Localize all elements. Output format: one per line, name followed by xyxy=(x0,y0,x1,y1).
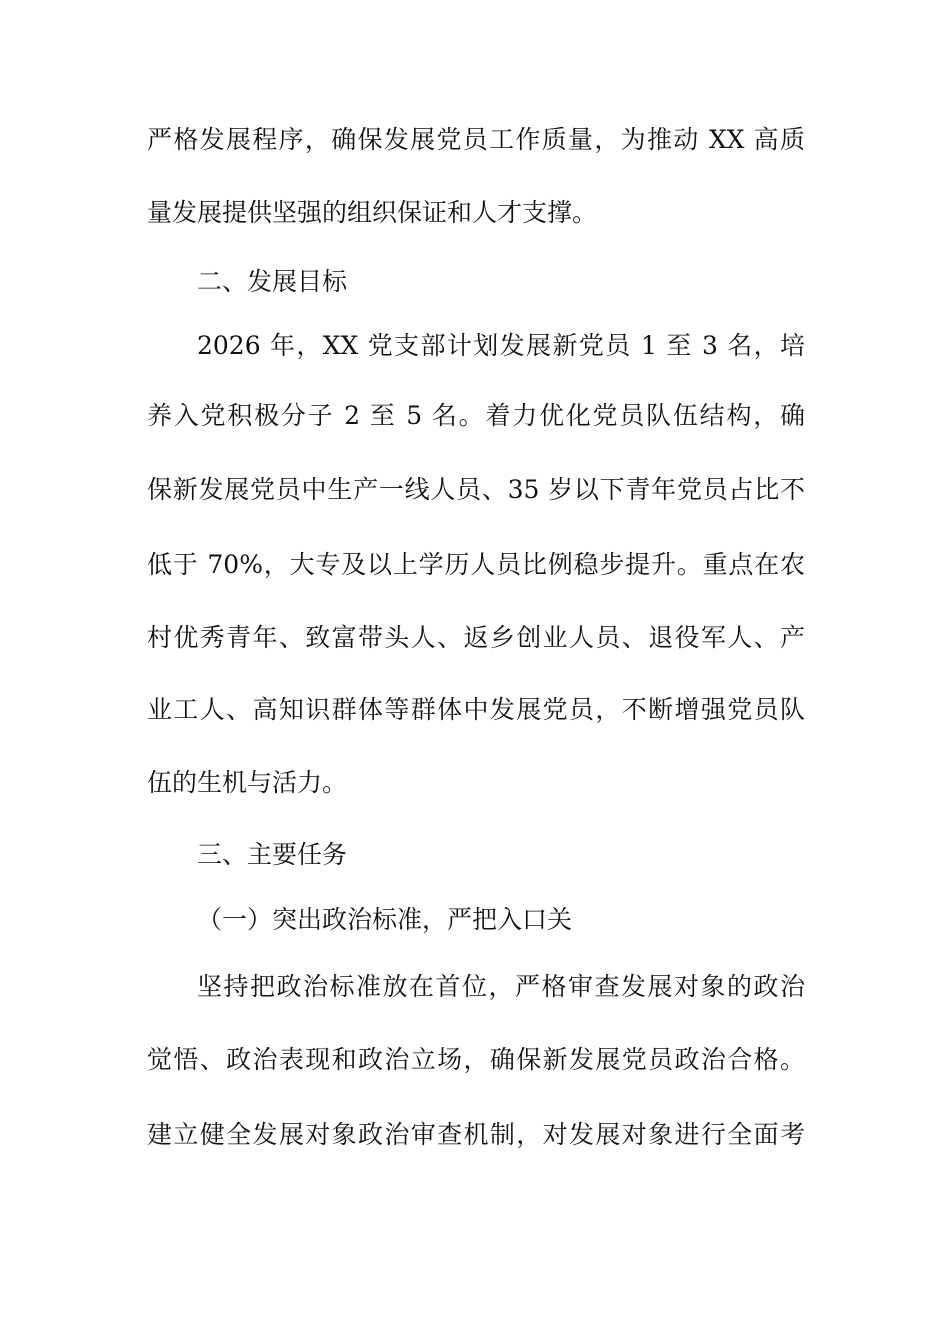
paragraph-line: 2026 年，XX 党支部计划发展新党员 1 至 3 名，培 xyxy=(197,331,805,360)
paragraph-line: 业工人、高知识群体等群体中发展党员，不断增强党员队 xyxy=(147,695,805,724)
paragraph-line: 严格发展程序，确保发展党员工作质量，为推动 XX 高质 xyxy=(147,125,805,154)
paragraph-line: 村优秀青年、致富带头人、返乡创业人员、退役军人、产 xyxy=(147,623,805,652)
section-heading: 二、发展目标 xyxy=(197,267,348,296)
subsection-heading: （一）突出政治标准，严把入口关 xyxy=(197,905,573,934)
paragraph-line: 量发展提供坚强的组织保证和人才支撑。 xyxy=(147,198,598,227)
paragraph-line: 养入党积极分子 2 至 5 名。着力优化党员队伍结构，确 xyxy=(147,401,805,430)
paragraph-line: 伍的生机与活力。 xyxy=(147,768,348,797)
paragraph-line: 低于 70%，大专及以上学历人员比例稳步提升。重点在农 xyxy=(147,550,805,579)
paragraph-line: 坚持把政治标准放在首位，严格审查发展对象的政治 xyxy=(197,972,805,1001)
paragraph-line: 建立健全发展对象政治审查机制，对发展对象进行全面考 xyxy=(147,1120,805,1149)
paragraph-line: 保新发展党员中生产一线人员、35 岁以下青年党员占比不 xyxy=(147,475,805,504)
section-heading: 三、主要任务 xyxy=(197,840,348,869)
paragraph-line: 觉悟、政治表现和政治立场，确保新发展党员政治合格。 xyxy=(147,1045,805,1074)
